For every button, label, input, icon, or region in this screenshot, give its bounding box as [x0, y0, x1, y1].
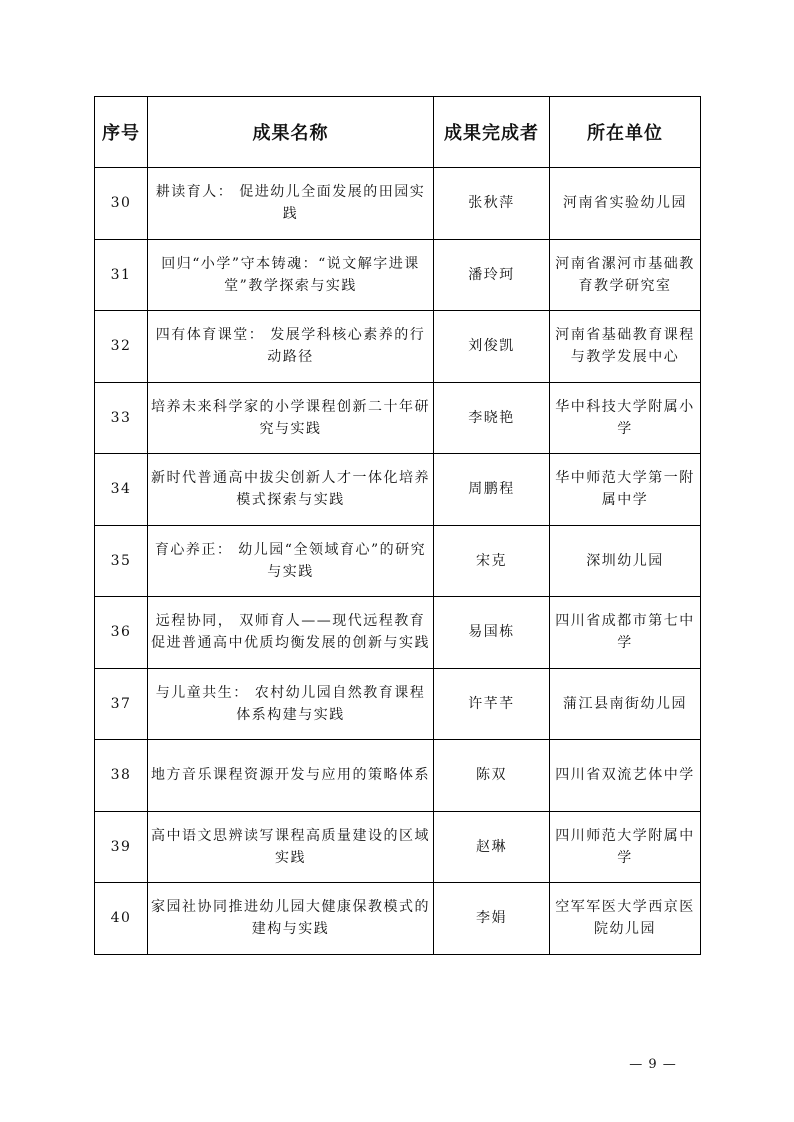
row-achievement-name: 回归“小学”守本铸魂：“说文解字进课堂”教学探索与实践 [148, 239, 434, 311]
table-row [95, 740, 701, 812]
row-author: 李晓艳 [434, 382, 550, 454]
page-number: — 9 — [629, 1057, 677, 1072]
row-author: 宋克 [434, 525, 550, 597]
header-index: 序号 [95, 97, 148, 168]
row-author: 易国栋 [434, 597, 550, 669]
table-row [95, 168, 701, 240]
row-author: 赵琳 [434, 811, 550, 883]
row-unit: 华中师范大学第一附属中学 [550, 454, 701, 526]
row-achievement-name: 培养未来科学家的小学课程创新二十年研究与实践 [148, 382, 434, 454]
table-header [95, 97, 701, 168]
row-author: 许芊芊 [434, 668, 550, 740]
header-row [95, 97, 701, 168]
table-row [95, 883, 701, 955]
row-index: 39 [95, 811, 148, 883]
row-index: 33 [95, 382, 148, 454]
header-name: 成果名称 [148, 97, 434, 168]
row-unit: 河南省漯河市基础教育教学研究室 [550, 239, 701, 311]
row-index: 36 [95, 597, 148, 669]
row-achievement-name: 新时代普通高中拔尖创新人才一体化培养模式探索与实践 [148, 454, 434, 526]
table-row [95, 382, 701, 454]
row-author: 张秋萍 [434, 168, 550, 240]
row-unit: 空军军医大学西京医院幼儿园 [550, 883, 701, 955]
row-unit: 四川省双流艺体中学 [550, 740, 701, 812]
row-unit: 蒲江县南街幼儿园 [550, 668, 701, 740]
row-author: 刘俊凯 [434, 311, 550, 383]
table-row [95, 597, 701, 669]
row-index: 32 [95, 311, 148, 383]
table-row [95, 668, 701, 740]
table-body [95, 168, 701, 955]
row-unit: 四川省成都市第七中学 [550, 597, 701, 669]
row-achievement-name: 四有体育课堂： 发展学科核心素养的行动路径 [148, 311, 434, 383]
row-unit: 河南省基础教育课程与教学发展中心 [550, 311, 701, 383]
row-author: 潘玲珂 [434, 239, 550, 311]
header-author: 成果完成者 [434, 97, 550, 168]
table-row [95, 454, 701, 526]
row-index: 34 [95, 454, 148, 526]
row-author: 李娟 [434, 883, 550, 955]
row-index: 38 [95, 740, 148, 812]
row-index: 31 [95, 239, 148, 311]
row-index: 30 [95, 168, 148, 240]
row-author: 周鹏程 [434, 454, 550, 526]
table-row [95, 525, 701, 597]
row-index: 40 [95, 883, 148, 955]
row-achievement-name: 耕读育人： 促进幼儿全面发展的田园实践 [148, 168, 434, 240]
row-unit: 河南省实验幼儿园 [550, 168, 701, 240]
row-achievement-name: 高中语文思辨读写课程高质量建设的区域实践 [148, 811, 434, 883]
row-index: 35 [95, 525, 148, 597]
row-index: 37 [95, 668, 148, 740]
row-author: 陈双 [434, 740, 550, 812]
row-achievement-name: 远程协同， 双师育人——现代远程教育促进普通高中优质均衡发展的创新与实践 [148, 597, 434, 669]
row-unit: 四川师范大学附属中学 [550, 811, 701, 883]
results-table [94, 96, 701, 955]
table-row [95, 811, 701, 883]
row-unit: 华中科技大学附属小学 [550, 382, 701, 454]
table-row [95, 239, 701, 311]
row-unit: 深圳幼儿园 [550, 525, 701, 597]
header-unit: 所在单位 [550, 97, 701, 168]
table-row [95, 311, 701, 383]
row-achievement-name: 地方音乐课程资源开发与应用的策略体系 [148, 740, 434, 812]
row-achievement-name: 育心养正： 幼儿园“全领域育心”的研究与实践 [148, 525, 434, 597]
row-achievement-name: 与儿童共生： 农村幼儿园自然教育课程体系构建与实践 [148, 668, 434, 740]
row-achievement-name: 家园社协同推进幼儿园大健康保教模式的建构与实践 [148, 883, 434, 955]
